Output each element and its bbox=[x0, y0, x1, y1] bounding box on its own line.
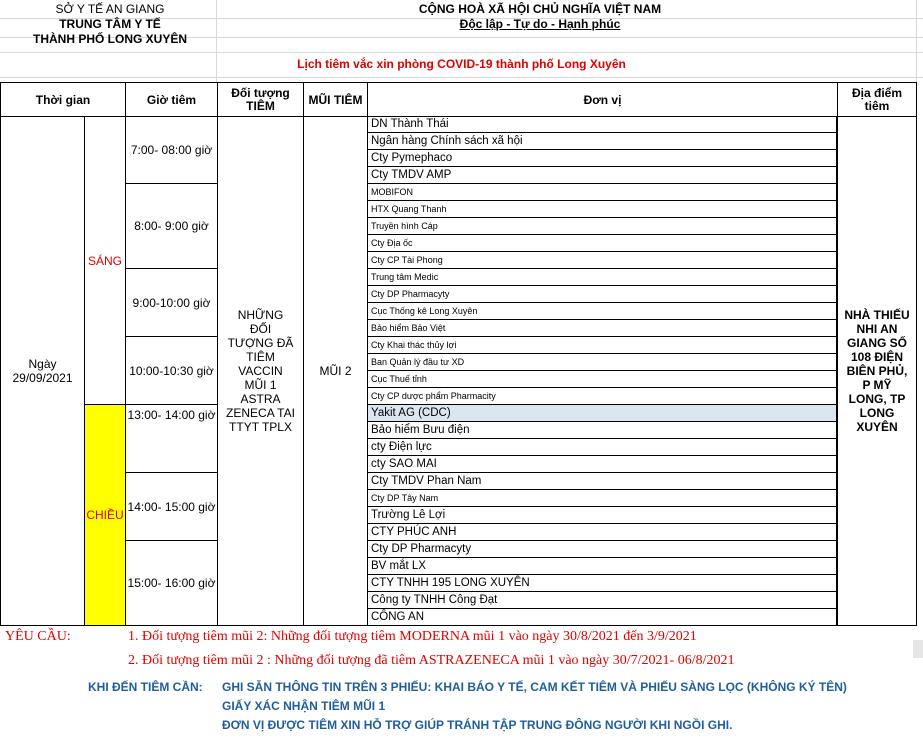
target-group: NHỮNG ĐỐI TƯỢNG ĐÃ TIÊM VACCIN MŨI 1 ASTRA ZENECA TAI TTYT TPLX bbox=[217, 116, 304, 626]
time-slot: 14:00- 15:00 giờ bbox=[125, 472, 218, 541]
unit-row: Cty CP dược phẩm Pharmacity bbox=[367, 388, 837, 405]
time-slot: 8:00- 9:00 giờ bbox=[125, 183, 218, 269]
note-line-2: GIẤY XÁC NHẬN TIÊM MŨI 1 bbox=[222, 699, 386, 713]
unit-row: Cục Thống kê Long Xuyên bbox=[367, 303, 837, 320]
time-slot: 13:00- 14:00 giờ bbox=[125, 404, 218, 473]
unit-row: Công ty TNHH Công Đạt bbox=[367, 592, 837, 609]
unit-row: BV mắt LX bbox=[367, 558, 837, 575]
unit-row: Trường Lê Lợi bbox=[367, 507, 837, 524]
motto: Độc lập - Tự do - Hạnh phúc bbox=[459, 17, 621, 31]
requirement-item-2: 2. Đối tượng tiêm mũi 2 : Những đối tượng đã tiêm ASTRAZENECA mũi 1 vào ngày 30/7/2021- 06/8/2021 bbox=[128, 653, 735, 668]
col-header-unit: Đơn vị bbox=[367, 82, 838, 117]
unit-row: Cty DP Pharmacyty bbox=[367, 541, 837, 558]
col-header-location: Địa điểm tiêm bbox=[837, 82, 917, 117]
unit-row: Cty CP Tài Phong bbox=[367, 252, 837, 269]
dose-cell: MŨI 2 bbox=[303, 116, 368, 626]
unit-row: Cty Khai thác thủy lợi bbox=[367, 337, 837, 354]
schedule-title: Lịch tiêm vắc xin phòng COVID-19 thành phố Long Xuyên bbox=[297, 57, 626, 71]
time-slot: 15:00- 16:00 giờ bbox=[125, 540, 218, 626]
note-line-1: GHI SẴN THÔNG TIN TRÊN 3 PHIẾU: KHAI BÁO Y TẾ, CAM KẾT TIÊM VÀ PHIẾU SÀNG LỌC (KHÔNG KÝ TÊN) bbox=[222, 680, 847, 694]
center-name: TRUNG TÂM Y TẾ bbox=[59, 17, 161, 31]
unit-row: CÔNG AN bbox=[367, 609, 837, 626]
unit-row: Bảo hiểm Bưu điện bbox=[367, 422, 837, 439]
requirement-item-1: 1. Đối tượng tiêm mũi 2: Những đối tượng tiêm MODERNA mũi 1 vào ngày 30/8/2021 đến 3/9/2021 bbox=[128, 629, 697, 644]
unit-row: Trung tâm Medic bbox=[367, 269, 837, 286]
notes-label: KHI ĐẾN TIÊM CẦN: bbox=[88, 680, 203, 694]
unit-row: Cty Pymephaco bbox=[367, 150, 837, 167]
country-name: CỘNG HOÀ XÃ HỘI CHỦ NGHĨA VIỆT NAM bbox=[418, 2, 662, 16]
col-header-hour: Giờ tiêm bbox=[125, 82, 218, 117]
col-header-dose: MŨI TIÊM bbox=[303, 82, 368, 117]
dept-name: SỞ Y TẾ AN GIANG bbox=[55, 2, 165, 16]
note-line-3: ĐƠN VỊ ĐƯỢC TIÊM XIN HỖ TRỢ GIÚP TRÁNH TẬP TRUNG ĐÔNG NGƯỜI KHI NGỒI GHI. bbox=[222, 718, 733, 732]
date-cell: Ngày 29/09/2021 bbox=[0, 116, 85, 626]
unit-row: HTX Quang Thanh bbox=[367, 201, 837, 218]
requirements-label: YÊU CẦU: bbox=[5, 629, 71, 644]
unit-row: Cty Địa ốc bbox=[367, 235, 837, 252]
unit-row: Bảo hiểm Bảo Việt bbox=[367, 320, 837, 337]
unit-row: Ban Quản lý đầu tư XD bbox=[367, 354, 837, 371]
afternoon-session: CHIỀU bbox=[84, 404, 126, 626]
col-header-target: Đối tượng TIÊM bbox=[217, 82, 304, 117]
unit-row: Cục Thuế tỉnh bbox=[367, 371, 837, 388]
col-header-time: Thời gian bbox=[0, 82, 126, 117]
unit-row: Truyền hình Cáp bbox=[367, 218, 837, 235]
unit-row: Cty DP Pharmacyty bbox=[367, 286, 837, 303]
unit-row: Ngân hàng Chính sách xã hội bbox=[367, 133, 837, 150]
time-slot: 9:00-10:00 giờ bbox=[125, 268, 218, 337]
unit-row: CTY TNHH 195 LONG XUYÊN bbox=[367, 575, 837, 592]
unit-row: Cty TMDV AMP bbox=[367, 167, 837, 184]
unit-row: cty SAO MAI bbox=[367, 456, 837, 473]
unit-row: DN Thành Thái bbox=[367, 116, 837, 133]
location-cell: NHÀ THIẾU NHI AN GIANG SỐ 108 ĐIỆN BIÊN PHỦ, P MỸ LONG, TP LONG XUYÊN bbox=[837, 116, 917, 626]
unit-row: Cty TMDV Phan Nam bbox=[367, 473, 837, 490]
time-slot: 10:00-10:30 giờ bbox=[125, 336, 218, 405]
unit-row: MOBIFON bbox=[367, 184, 837, 201]
time-slot: 7:00- 08:00 giờ bbox=[125, 116, 218, 184]
unit-row: cty Điện lực bbox=[367, 439, 837, 456]
morning-session: SÁNG bbox=[84, 116, 126, 405]
unit-row: CTY PHÚC ANH bbox=[367, 524, 837, 541]
city-name: THÀNH PHỐ LONG XUYÊN bbox=[32, 32, 187, 46]
unit-row: Cty DP Tây Nam bbox=[367, 490, 837, 507]
unit-row-selected: Yakit AG (CDC) bbox=[367, 405, 837, 422]
